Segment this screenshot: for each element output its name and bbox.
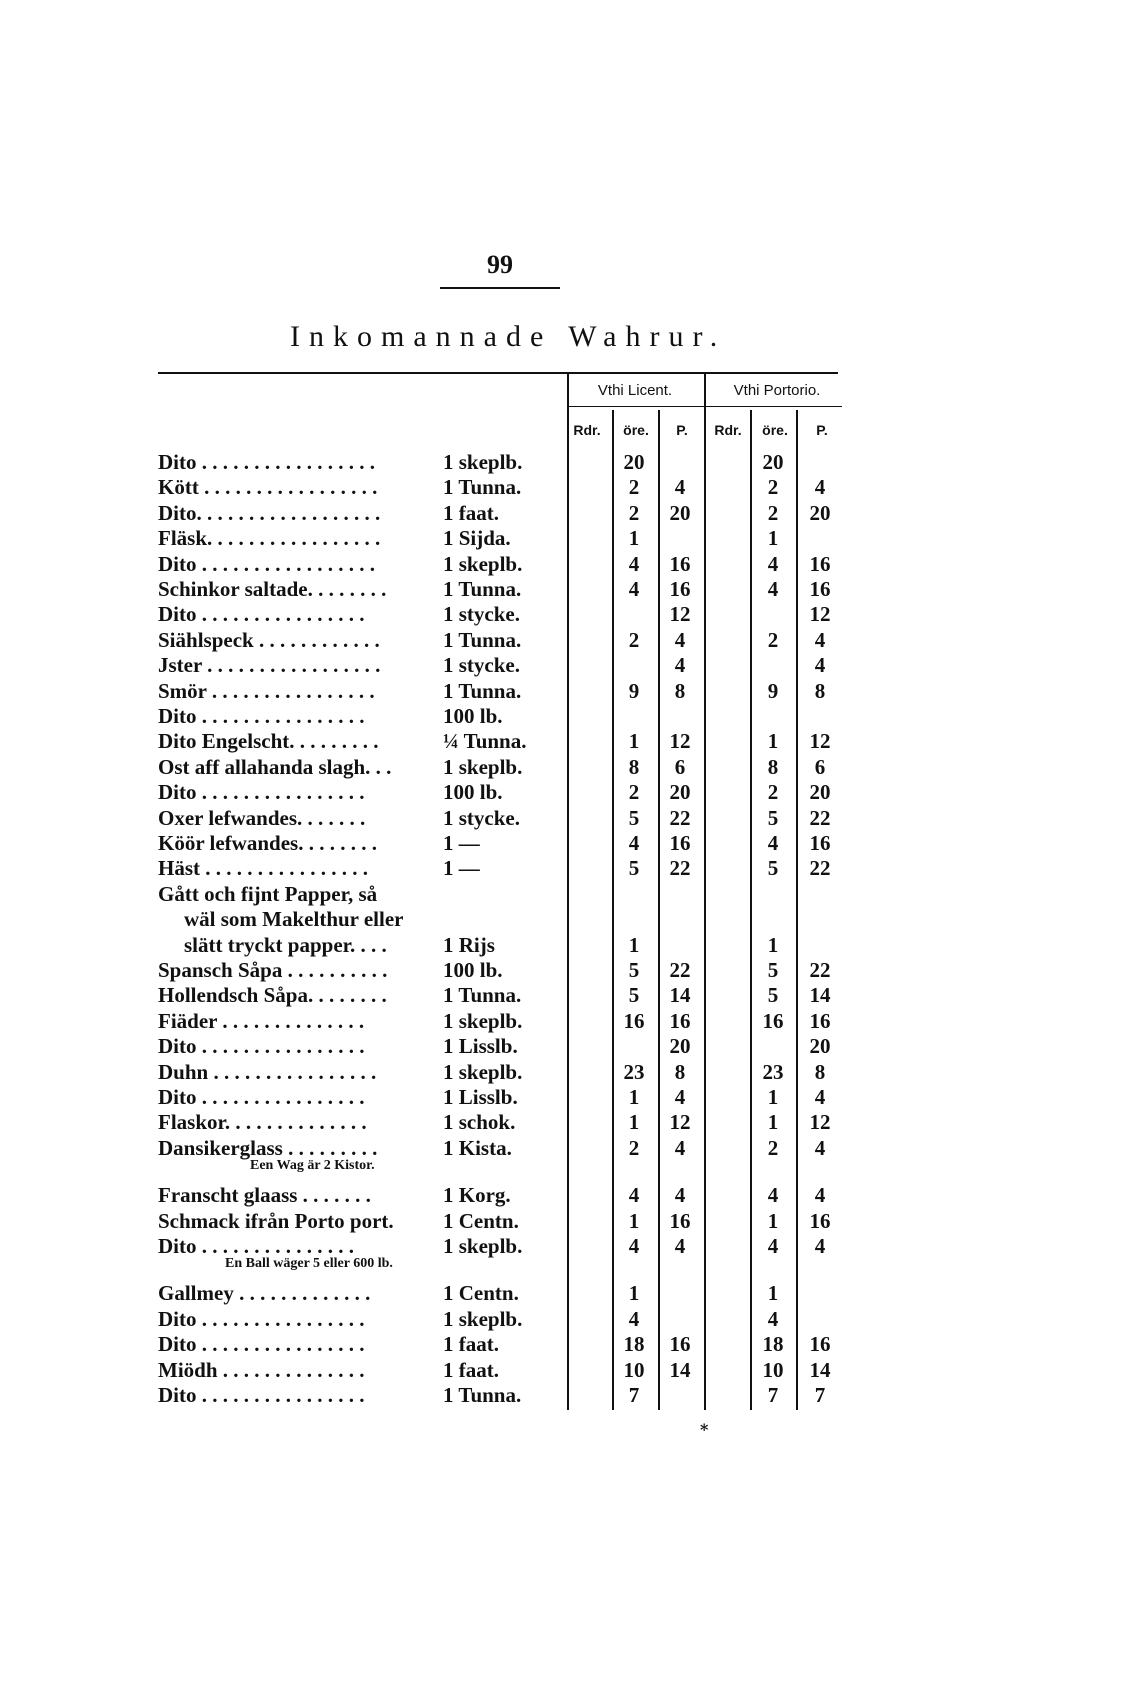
item-quantity: 1 Sijda. (443, 526, 511, 551)
value-cell: 6 (814, 754, 826, 779)
column-group-portorio: Vthi Portorio. (733, 382, 821, 399)
item-name: Hollendsch Såpa. . . . . . . . (158, 983, 387, 1008)
value-cell: 4 (628, 1234, 640, 1258)
value-cell: 12 (809, 1110, 831, 1135)
value-cell: 4 (674, 475, 686, 500)
value-cell: 8 (674, 678, 686, 703)
value-cell: 12 (669, 602, 691, 627)
table-row (158, 856, 848, 880)
table-row (158, 729, 848, 753)
table-row (158, 1110, 848, 1134)
value-cell: 4 (814, 653, 826, 678)
table-row (158, 983, 848, 1007)
item-quantity: 1 Kista. (443, 1135, 512, 1160)
item-quantity: 100 lb. (443, 780, 503, 805)
unit-header-p-1: P. (676, 422, 688, 438)
unit-header-p-2: P. (816, 422, 828, 438)
table-row (158, 1307, 848, 1331)
table-row (158, 831, 848, 855)
item-name: Dito . . . . . . . . . . . . . . . . (158, 704, 365, 728)
item-name: Gallmey . . . . . . . . . . . . . (158, 1281, 371, 1306)
item-quantity: 1 skeplb. (443, 1059, 523, 1084)
table-row (158, 501, 848, 525)
value-cell: 22 (669, 805, 691, 830)
table-row (158, 1183, 848, 1207)
item-name: Dito . . . . . . . . . . . . . . . . (158, 1383, 365, 1407)
value-cell: 22 (809, 805, 831, 830)
table-row (158, 1136, 848, 1160)
value-cell: 14 (809, 983, 831, 1008)
table-row (158, 1009, 848, 1033)
value-cell: 4 (814, 1183, 826, 1208)
footer-mark: * (700, 1420, 709, 1439)
unit-header-rdr-2: Rdr. (714, 422, 742, 438)
item-quantity: 1 Tunna. (443, 1383, 522, 1407)
value-cell: 14 (669, 1357, 691, 1382)
table-row (158, 1034, 848, 1058)
value-cell: 16 (623, 1008, 645, 1033)
page-number-rule (440, 287, 560, 289)
item-name: Dito . . . . . . . . . . . . . . . . (158, 1332, 365, 1357)
item-quantity: 1 Centn. (443, 1281, 519, 1306)
value-cell: 2 (767, 780, 779, 805)
table-row (158, 1332, 848, 1356)
item-name: Smör . . . . . . . . . . . . . . . . (158, 678, 375, 703)
value-cell: 20 (809, 500, 831, 525)
item-quantity: 1 Tunna. (443, 627, 522, 652)
value-cell: 7 (628, 1383, 640, 1407)
value-cell: 2 (628, 475, 640, 500)
item-name: Jster . . . . . . . . . . . . . . . . . (158, 653, 381, 678)
value-cell: 1 (767, 1085, 779, 1109)
page-title: Inkomannade Wahrur. (290, 320, 727, 353)
value-cell: 1 (628, 526, 640, 551)
value-cell: 20 (669, 500, 691, 525)
table-row (158, 933, 848, 957)
item-name: Häst . . . . . . . . . . . . . . . . (158, 856, 368, 881)
item-quantity: 1 Tunna. (443, 475, 522, 500)
item-name: Schinkor saltade. . . . . . . . (158, 577, 387, 601)
value-cell: 5 (628, 958, 640, 982)
item-quantity: 1 — (443, 831, 480, 855)
item-quantity: 1 skeplb. (443, 1008, 523, 1033)
value-cell: 14 (809, 1357, 831, 1382)
item-quantity: 1 faat. (443, 1357, 499, 1382)
value-cell: 12 (809, 602, 831, 627)
value-cell: 5 (767, 805, 779, 830)
value-cell: 7 (767, 1383, 779, 1407)
table-row (158, 755, 848, 779)
value-cell: 6 (674, 754, 686, 779)
value-cell: 2 (767, 1135, 779, 1160)
value-cell: 22 (669, 856, 691, 881)
value-cell: 2 (767, 627, 779, 652)
value-cell: 4 (628, 551, 640, 576)
item-name: Franscht glaass . . . . . . . (158, 1183, 371, 1208)
item-name: Dito . . . . . . . . . . . . . . . . (158, 1085, 365, 1109)
table-row (158, 1358, 848, 1382)
value-cell: 16 (809, 831, 831, 855)
table-top-rule (158, 372, 838, 374)
value-cell: 16 (669, 1208, 691, 1233)
value-cell: 8 (767, 754, 779, 779)
value-cell: 12 (669, 729, 691, 754)
footnote: En Ball wäger 5 eller 600 lb. (225, 1256, 393, 1272)
table-row (158, 1281, 848, 1305)
value-cell: 4 (814, 1234, 826, 1258)
value-cell: 4 (767, 1183, 779, 1208)
item-name: Schmack ifrån Porto port. (158, 1208, 394, 1233)
item-name: Dito. . . . . . . . . . . . . . . . . . (158, 500, 381, 525)
column-group-licent: Vthi Licent. (597, 382, 673, 399)
item-name: Spansch Såpa . . . . . . . . . . (158, 958, 388, 982)
item-quantity: ¼ Tunna. (443, 729, 527, 754)
item-name: Miödh . . . . . . . . . . . . . . (158, 1357, 365, 1382)
item-name: Dito Engelscht. . . . . . . . . (158, 729, 379, 754)
value-cell: 2 (767, 500, 779, 525)
value-cell: 16 (669, 1008, 691, 1033)
value-cell: 20 (762, 450, 784, 474)
value-cell: 1 (628, 729, 640, 754)
value-cell: 8 (814, 678, 826, 703)
item-quantity: 1 Tunna. (443, 983, 522, 1008)
value-cell: 4 (767, 1234, 779, 1258)
value-cell: 4 (628, 1306, 640, 1331)
value-cell: 1 (628, 1208, 640, 1233)
value-cell: 1 (628, 1281, 640, 1306)
value-cell: 2 (628, 627, 640, 652)
item-name: Siählspeck . . . . . . . . . . . . (158, 627, 380, 652)
value-cell: 4 (767, 551, 779, 576)
value-cell: 16 (669, 831, 691, 855)
item-quantity: 1 skeplb. (443, 1234, 523, 1258)
table-row (158, 958, 848, 982)
unit-header-ore-2: öre. (762, 422, 788, 438)
table-row (158, 653, 848, 677)
value-cell: 16 (762, 1008, 784, 1033)
table-row (158, 1383, 848, 1407)
item-quantity: 1 skeplb. (443, 1306, 523, 1331)
item-quantity: 1 faat. (443, 500, 499, 525)
value-cell: 4 (674, 653, 686, 678)
value-cell: 16 (669, 577, 691, 601)
value-cell: 8 (814, 1059, 826, 1084)
table-row (158, 806, 848, 830)
table-row (158, 552, 848, 576)
value-cell: 1 (767, 1281, 779, 1306)
item-name: Flaskor. . . . . . . . . . . . . . (158, 1110, 367, 1135)
value-cell: 5 (628, 856, 640, 881)
table-row (158, 679, 848, 703)
table-row (158, 475, 848, 499)
value-cell: 4 (674, 1183, 686, 1208)
item-name: Dito . . . . . . . . . . . . . . . (158, 1234, 354, 1258)
table-row (158, 602, 848, 626)
item-quantity: 1 stycke. (443, 805, 520, 830)
table-row (158, 780, 848, 804)
table-row (158, 450, 848, 474)
item-quantity: 1 Tunna. (443, 577, 522, 601)
value-cell: 1 (628, 1085, 640, 1109)
value-cell: 10 (623, 1357, 645, 1382)
item-name: Duhn . . . . . . . . . . . . . . . . (158, 1059, 377, 1084)
value-cell: 5 (628, 983, 640, 1008)
value-cell: 5 (767, 958, 779, 982)
item-quantity: 1 skeplb. (443, 450, 523, 474)
value-cell: 4 (767, 577, 779, 601)
value-cell: 22 (809, 958, 831, 982)
table-row (158, 882, 848, 906)
item-name: slätt tryckt papper. . . . (184, 932, 387, 957)
value-cell: 16 (809, 1208, 831, 1233)
table-row (158, 577, 848, 601)
value-cell: 4 (814, 475, 826, 500)
value-cell: 4 (674, 1234, 686, 1258)
item-quantity: 1 Lisslb. (443, 1034, 518, 1059)
table-row (158, 704, 848, 728)
value-cell: 4 (674, 1085, 686, 1109)
value-cell: 8 (628, 754, 640, 779)
item-quantity: 1 — (443, 856, 480, 881)
item-name: Fläsk. . . . . . . . . . . . . . . . . (158, 526, 381, 551)
item-quantity: 1 schok. (443, 1110, 516, 1135)
item-quantity: 1 faat. (443, 1332, 499, 1357)
item-name: Dito . . . . . . . . . . . . . . . . (158, 1034, 365, 1059)
item-name: Dansikerglass . . . . . . . . . (158, 1135, 378, 1160)
value-cell: 14 (669, 983, 691, 1008)
item-quantity: 100 lb. (443, 958, 503, 982)
table-row (158, 1234, 848, 1258)
value-cell: 1 (767, 526, 779, 551)
item-name: wäl som Makelthur eller (184, 907, 404, 932)
value-cell: 9 (767, 678, 779, 703)
value-cell: 1 (767, 729, 779, 754)
value-cell: 7 (814, 1383, 826, 1407)
value-cell: 22 (669, 958, 691, 982)
value-cell: 5 (628, 805, 640, 830)
value-cell: 16 (809, 551, 831, 576)
item-quantity: 1 stycke. (443, 602, 520, 627)
item-quantity: 1 skeplb. (443, 551, 523, 576)
unit-header-ore-1: öre. (623, 422, 649, 438)
value-cell: 2 (767, 475, 779, 500)
item-name: Fiäder . . . . . . . . . . . . . . (158, 1008, 365, 1033)
item-name: Dito . . . . . . . . . . . . . . . . . (158, 450, 375, 474)
item-name: Ost aff allahanda slagh. . . (158, 754, 392, 779)
value-cell: 18 (623, 1332, 645, 1357)
table-row (158, 1085, 848, 1109)
item-name: Köör lefwandes. . . . . . . . (158, 831, 377, 855)
value-cell: 1 (767, 1110, 779, 1135)
value-cell: 18 (762, 1332, 784, 1357)
value-cell: 20 (623, 450, 645, 474)
item-name: Gått och fijnt Papper, så (158, 881, 378, 906)
item-name: Dito . . . . . . . . . . . . . . . . . (158, 551, 375, 576)
value-cell: 10 (762, 1357, 784, 1382)
value-cell: 16 (669, 551, 691, 576)
value-cell: 4 (628, 577, 640, 601)
value-cell: 20 (809, 780, 831, 805)
footnote: Een Wag är 2 Kistor. (250, 1158, 375, 1174)
value-cell: 2 (628, 780, 640, 805)
value-cell: 9 (628, 678, 640, 703)
value-cell: 22 (809, 856, 831, 881)
table-row (158, 526, 848, 550)
value-cell: 23 (762, 1059, 784, 1084)
value-cell: 5 (767, 856, 779, 881)
item-name: Dito . . . . . . . . . . . . . . . . (158, 780, 365, 805)
value-cell: 1 (767, 1208, 779, 1233)
item-quantity: 1 Tunna. (443, 678, 522, 703)
value-cell: 4 (674, 627, 686, 652)
page-number: 99 (487, 250, 513, 279)
value-cell: 1 (767, 932, 779, 957)
table-row (158, 628, 848, 652)
unit-header-rdr-1: Rdr. (573, 422, 601, 438)
item-name: Dito . . . . . . . . . . . . . . . . (158, 1306, 365, 1331)
value-cell: 16 (669, 1332, 691, 1357)
value-cell: 8 (674, 1059, 686, 1084)
value-cell: 23 (623, 1059, 645, 1084)
item-quantity: 1 stycke. (443, 653, 520, 678)
value-cell: 4 (814, 627, 826, 652)
value-cell: 4 (628, 831, 640, 855)
item-quantity: 1 Korg. (443, 1183, 511, 1208)
value-cell: 20 (669, 1034, 691, 1059)
value-cell: 4 (674, 1135, 686, 1160)
value-cell: 2 (628, 1135, 640, 1160)
value-cell: 16 (809, 1008, 831, 1033)
value-cell: 5 (767, 983, 779, 1008)
value-cell: 4 (628, 1183, 640, 1208)
value-cell: 4 (767, 831, 779, 855)
table-row (158, 907, 848, 931)
value-cell: 12 (669, 1110, 691, 1135)
table-row (158, 1060, 848, 1084)
value-cell: 4 (814, 1135, 826, 1160)
value-cell: 16 (809, 577, 831, 601)
item-quantity: 1 Rijs (443, 932, 495, 957)
table-row (158, 1209, 848, 1233)
value-cell: 4 (814, 1085, 826, 1109)
item-name: Kött . . . . . . . . . . . . . . . . . (158, 475, 378, 500)
value-cell: 4 (767, 1306, 779, 1331)
value-cell: 2 (628, 500, 640, 525)
value-cell: 1 (628, 932, 640, 957)
value-cell: 16 (809, 1332, 831, 1357)
item-quantity: 1 Lisslb. (443, 1085, 518, 1109)
value-cell: 20 (669, 780, 691, 805)
value-cell: 20 (809, 1034, 831, 1059)
value-cell: 12 (809, 729, 831, 754)
value-cell: 1 (628, 1110, 640, 1135)
item-quantity: 1 Centn. (443, 1208, 519, 1233)
item-quantity: 100 lb. (443, 704, 503, 728)
item-name: Dito . . . . . . . . . . . . . . . . (158, 602, 365, 627)
item-quantity: 1 skeplb. (443, 754, 523, 779)
item-name: Oxer lefwandes. . . . . . . (158, 805, 366, 830)
